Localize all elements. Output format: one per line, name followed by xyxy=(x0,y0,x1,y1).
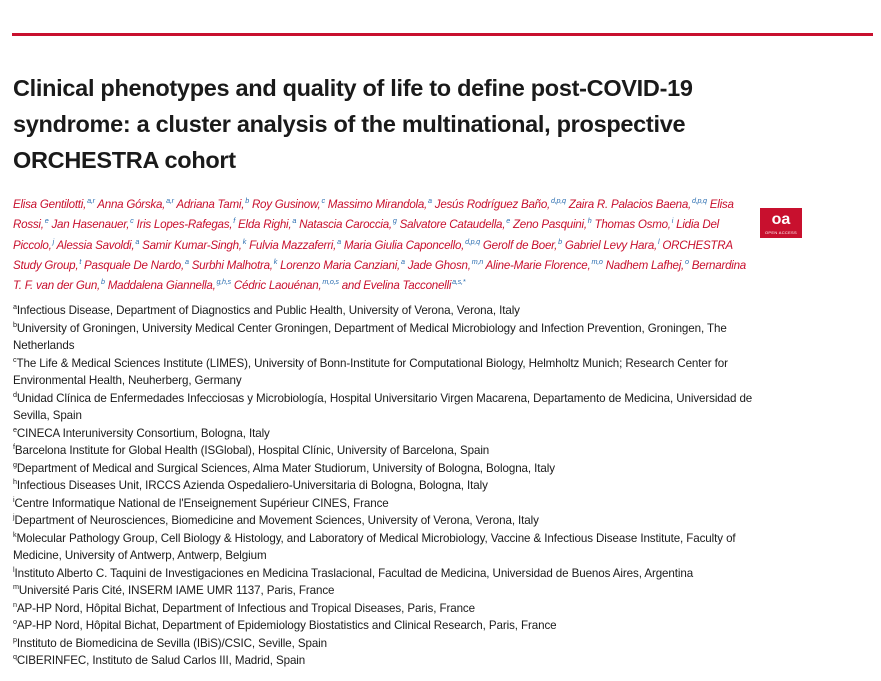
affiliation-letter: o xyxy=(13,617,17,626)
author-affiliation-marker[interactable]: a xyxy=(337,236,341,246)
affiliation-letter: g xyxy=(13,459,17,469)
open-access-icon: oa xyxy=(771,211,791,228)
author-affiliation-marker[interactable]: o xyxy=(685,256,689,266)
author-name: Maria Giulia Caponcello, xyxy=(343,238,465,252)
author-name: and Evelina Tacconelli xyxy=(341,279,452,293)
author-name: Alessia Savoldi, xyxy=(56,238,135,252)
author-affiliation-marker[interactable]: a xyxy=(135,236,140,246)
affiliation xyxy=(13,390,758,425)
author[interactable] xyxy=(342,279,466,292)
author-name: ORCHESTRA Study Group, xyxy=(13,238,733,272)
open-access-label: OPEN ACCESS xyxy=(765,230,797,235)
author[interactable] xyxy=(605,256,689,272)
author[interactable] xyxy=(435,198,566,211)
affiliation-letter: p xyxy=(13,634,17,644)
affiliation-text: Unidad Clínica de Enfermedades Infecciosas y Microbiología, Hospital Universitario Virgen Macarena, Departamento de Medicina, Universidad de Sevilla, Spain xyxy=(13,391,753,422)
author[interactable] xyxy=(142,236,247,252)
affiliation-text: The Life & Medical Sciences Institute (LIMES), University of Bonn-Institute for Computational Biology, Helmholtz Munich; Research Center for Environmental Health, Neuherberg, Germany xyxy=(13,356,728,387)
author[interactable] xyxy=(400,218,510,231)
affiliation xyxy=(13,530,758,565)
author-affiliation-marker[interactable]: l xyxy=(657,236,660,246)
affiliation xyxy=(13,320,758,355)
affiliation-text: AP-HP Nord, Hôpital Bichat, Department of Infectious and Tropical Diseases, Paris, France xyxy=(16,601,475,615)
author[interactable] xyxy=(280,256,405,272)
affiliation-text: Barcelona Institute for Global Health (ISGlobal), Hospital Clínic, University of Barcelona, Spain xyxy=(14,444,490,457)
affiliation-text: Molecular Pathology Group, Cell Biology & Histology, and Laboratory of Medical Microbiology, Vaccine & Infectious Disease Institute, Faculty of Medicine, University of Antwerp, Antwerp, Belgium xyxy=(13,531,736,562)
affiliation xyxy=(13,582,758,600)
affiliation-text: Centre Informatique National de l'Enseignement Supérieur CINES, France xyxy=(14,496,389,510)
author-affiliation-marker[interactable]: d,p,q xyxy=(692,196,707,205)
author-name: Salvatore Cataudella, xyxy=(399,218,506,232)
affiliation-text: University of Groningen, University Medical Center Groningen, Department of Medical Microbiology and Infection Prevention, Groningen, The Netherlands xyxy=(13,321,727,352)
author[interactable] xyxy=(13,198,95,211)
author-name: Maddalena Giannella, xyxy=(107,279,216,293)
author[interactable] xyxy=(482,236,562,252)
affiliation-letter: k xyxy=(13,529,17,539)
affiliation xyxy=(13,652,758,670)
affiliation xyxy=(13,635,758,653)
author[interactable] xyxy=(191,256,278,272)
author[interactable] xyxy=(564,236,660,252)
affiliation-letter: m xyxy=(13,582,19,591)
author-affiliation-marker[interactable]: b xyxy=(245,196,249,205)
author-affiliation-marker[interactable]: a xyxy=(401,256,405,266)
author[interactable] xyxy=(51,218,133,231)
affiliation-text: Infectious Diseases Unit, IRCCS Azienda Ospedaliero-Universitaria di Bologna, Bologna, Italy xyxy=(16,479,488,492)
author-name: Lorenzo Maria Canziani, xyxy=(280,258,400,272)
affiliation xyxy=(13,617,758,635)
author-name: Jan Hasenauer, xyxy=(51,218,130,232)
header-rule xyxy=(12,33,873,36)
author[interactable] xyxy=(108,279,231,292)
author-affiliation-marker[interactable]: c xyxy=(130,216,134,226)
author-name: Zeno Pasquini, xyxy=(512,218,587,232)
affiliation-letter: h xyxy=(13,477,17,486)
author[interactable] xyxy=(238,218,296,231)
author-name: Thomas Osmo, xyxy=(594,218,671,232)
author-affiliation-marker[interactable]: a,s,* xyxy=(452,277,466,287)
author-name: Elisa Rossi, xyxy=(13,198,734,232)
author-affiliation-marker[interactable]: b xyxy=(558,236,562,246)
affiliation xyxy=(13,512,758,530)
author-name: Roy Gusinow, xyxy=(251,198,321,211)
affiliation-letter: j xyxy=(13,512,15,521)
author[interactable] xyxy=(252,198,325,211)
author-name: Bernardina T. F. van der Gun, xyxy=(13,258,746,293)
author-affiliation-marker[interactable]: m,o xyxy=(591,256,603,266)
affiliation-letter: a xyxy=(13,302,17,311)
affiliation-letter: b xyxy=(13,319,17,329)
author[interactable] xyxy=(84,256,189,272)
author-name: Samir Kumar-Singh, xyxy=(142,238,242,252)
author[interactable] xyxy=(513,218,592,231)
affiliation-letter: q xyxy=(13,652,17,661)
author-affiliation-marker[interactable]: a,r xyxy=(87,196,95,205)
author[interactable] xyxy=(569,198,707,211)
affiliation xyxy=(13,495,758,513)
affiliation-text: Department of Medical and Surgical Sciences, Alma Mater Studiorum, University of Bologna, Bologna, Italy xyxy=(16,461,555,475)
affiliation xyxy=(13,600,758,618)
author[interactable] xyxy=(485,256,603,272)
author-affiliation-marker[interactable]: m,n xyxy=(471,256,483,266)
affiliation xyxy=(13,302,758,320)
author-affiliation-marker[interactable]: d,p,q xyxy=(551,196,566,205)
affiliation-text: Department of Neurosciences, Biomedicine and Movement Sciences, University of Verona, Verona, Italy xyxy=(14,514,539,527)
author-name: Natascia Caroccia, xyxy=(299,218,392,232)
author[interactable] xyxy=(97,198,174,211)
affiliation-text: Instituto Alberto C. Taquini de Investigaciones en Medicina Traslacional, Facultad de Medicina, Universidad de Buenos Aires, Argentina xyxy=(14,566,694,580)
author-affiliation-marker[interactable]: a xyxy=(184,256,189,266)
author-name: Iris Lopes-Rafegas, xyxy=(136,218,233,232)
author-name: Gabriel Levy Hara, xyxy=(564,238,657,252)
author-name: Elda Righi, xyxy=(238,218,292,232)
open-access-badge[interactable] xyxy=(760,208,802,238)
author-name: Fulvia Mazzaferri, xyxy=(249,238,337,252)
author[interactable] xyxy=(328,198,432,211)
author-name: Massimo Mirandola, xyxy=(327,198,428,211)
affiliation xyxy=(13,460,758,478)
author-name: Adriana Tami, xyxy=(176,198,245,211)
affiliation-letter: e xyxy=(13,424,17,434)
affiliation-letter: l xyxy=(13,564,15,574)
author[interactable] xyxy=(299,218,397,231)
author-affiliation-marker[interactable]: h xyxy=(587,216,592,226)
author-name: Gerolf de Boer, xyxy=(482,238,558,252)
author-name: Jade Ghosn, xyxy=(407,258,471,272)
author-affiliation-marker[interactable]: a,r xyxy=(166,196,174,205)
affiliation xyxy=(13,442,758,460)
author-affiliation-marker[interactable]: m,o,s xyxy=(322,277,339,287)
author-name: Lidia Del Piccolo, xyxy=(13,218,719,252)
author-affiliation-marker[interactable]: k xyxy=(273,256,278,266)
affiliation-letter: n xyxy=(13,599,17,609)
affiliation xyxy=(13,565,758,583)
author-affiliation-marker[interactable]: k xyxy=(242,236,247,246)
author[interactable] xyxy=(176,198,249,211)
affiliation-letter: c xyxy=(13,354,17,364)
author[interactable] xyxy=(249,236,341,252)
affiliation-text: AP-HP Nord, Hôpital Bichat, Department of Epidemiology Biostatistics and Clinical Research, Paris, France xyxy=(16,619,557,632)
author[interactable] xyxy=(137,218,236,231)
author[interactable] xyxy=(343,236,480,252)
author-affiliation-marker[interactable]: g xyxy=(392,216,397,226)
author-affiliation-marker[interactable]: e xyxy=(506,216,510,226)
author-name: Surbhi Malhotra, xyxy=(191,258,273,272)
author-affiliation-marker[interactable]: c xyxy=(321,196,325,205)
author-affiliation-marker[interactable]: e xyxy=(44,216,49,226)
affiliation-text: CIBERINFEC, Instituto de Salud Carlos III, Madrid, Spain xyxy=(16,654,306,667)
author-name: Pasquale De Nardo, xyxy=(84,258,184,272)
author[interactable] xyxy=(595,218,674,231)
author-name: Cédric Laouénan, xyxy=(233,279,322,293)
author-name: Aline-Marie Florence, xyxy=(485,258,591,272)
author-affiliation-marker[interactable]: b xyxy=(101,277,105,287)
affiliation xyxy=(13,477,758,495)
author-affiliation-marker[interactable]: a xyxy=(428,196,432,205)
affiliation xyxy=(13,425,758,443)
affiliation-text: Université Paris Cité, INSERM IAME UMR 1137, Paris, France xyxy=(18,584,335,597)
affiliation-letter: f xyxy=(13,442,15,451)
author-affiliation-marker[interactable]: f xyxy=(233,216,236,226)
affiliation-text: CINECA Interuniversity Consortium, Bologna, Italy xyxy=(16,426,270,440)
author[interactable] xyxy=(407,256,483,272)
author[interactable] xyxy=(234,279,339,292)
author-affiliation-marker[interactable]: a xyxy=(292,216,297,226)
article-title: Clinical phenotypes and quality of life to define post-COVID-19 syndrome: a cluster analysis of the multinational, prospective ORCHESTRA cohort xyxy=(13,75,693,173)
author-list xyxy=(13,195,753,296)
author-affiliation-marker[interactable]: d,p,q xyxy=(465,236,480,246)
author-affiliation-marker[interactable]: t xyxy=(79,256,82,266)
affiliation-letter: i xyxy=(13,494,15,504)
author-affiliation-marker[interactable]: j xyxy=(52,236,54,246)
author-name: Anna Górska, xyxy=(97,198,166,211)
affiliation-letter: d xyxy=(13,389,17,399)
author[interactable] xyxy=(56,236,140,252)
author-name: Elisa Gentilotti, xyxy=(13,198,87,211)
affiliation xyxy=(13,355,758,390)
author-name: Jesús Rodríguez Baño, xyxy=(434,198,551,211)
affiliation-list xyxy=(13,302,758,670)
author-affiliation-marker[interactable]: g,h,s xyxy=(216,277,231,287)
affiliation-text: Infectious Disease, Department of Diagnostics and Public Health, University of Verona, Verona, Italy xyxy=(16,304,520,317)
affiliation-text: Instituto de Biomedicina de Sevilla (IBiS)/CSIC, Seville, Spain xyxy=(16,636,328,650)
author-name: Nadhem Lafhej, xyxy=(605,258,685,272)
author-name: Zaira R. Palacios Baena, xyxy=(568,198,692,211)
author-affiliation-marker[interactable]: i xyxy=(671,216,674,226)
